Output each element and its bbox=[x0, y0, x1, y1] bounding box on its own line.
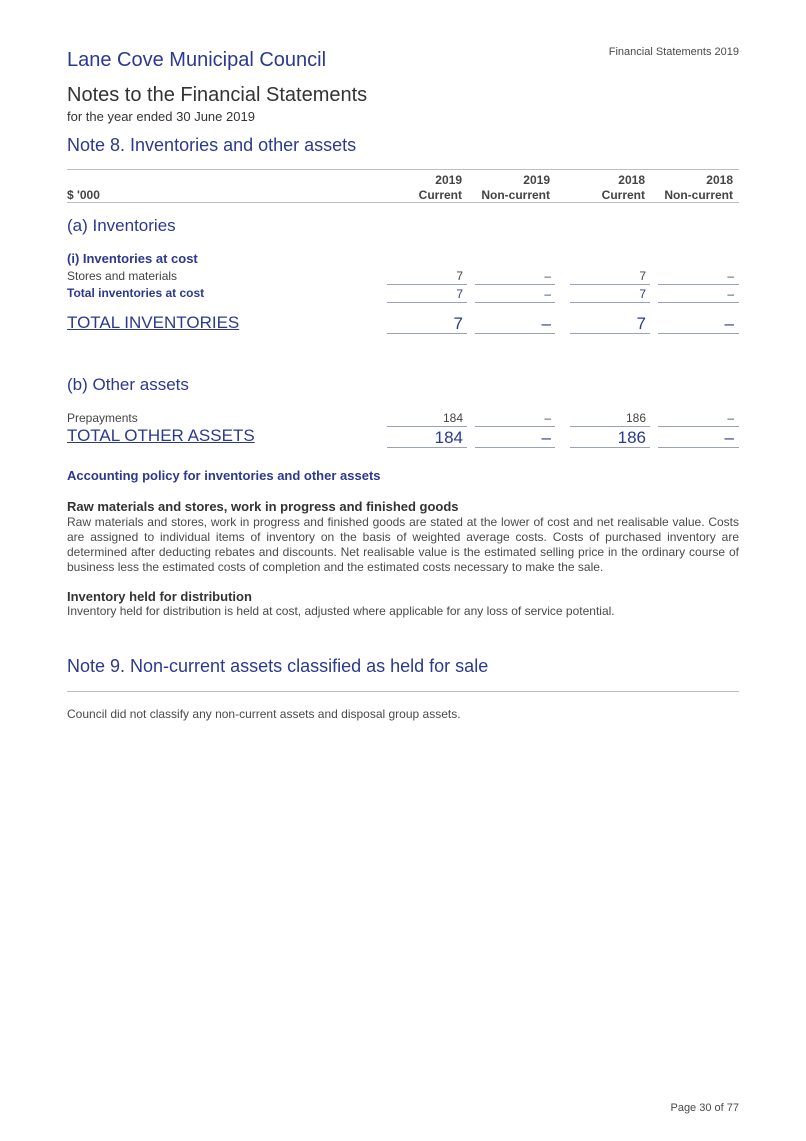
cell-underline bbox=[658, 302, 739, 303]
divider bbox=[67, 691, 739, 692]
cell-underline bbox=[475, 447, 555, 448]
col-year: 2019 bbox=[435, 173, 462, 187]
cell: 7 bbox=[636, 314, 646, 333]
col-header-2018-current bbox=[563, 173, 645, 203]
col-type: Current bbox=[418, 188, 462, 202]
cell-underline bbox=[475, 284, 555, 285]
cell: – bbox=[727, 411, 734, 425]
cell: 184 bbox=[434, 428, 463, 447]
cell-underline bbox=[570, 447, 650, 448]
note8-title: Note 8. Inventories and other assets bbox=[67, 135, 357, 155]
total-inventories-label: TOTAL INVENTORIES bbox=[67, 313, 240, 332]
row-label-prepayments: Prepayments bbox=[67, 411, 138, 425]
cell: 7 bbox=[453, 314, 463, 333]
col-year: 2019 bbox=[523, 173, 550, 187]
page-number: Page 30 of 77 bbox=[670, 1102, 739, 1114]
cell: 184 bbox=[442, 411, 463, 425]
cell-underline bbox=[570, 426, 650, 427]
cell: – bbox=[727, 287, 734, 301]
cell-underline bbox=[570, 333, 650, 334]
cell: – bbox=[724, 314, 734, 333]
header-divider bbox=[67, 202, 739, 203]
cell-underline bbox=[387, 426, 467, 427]
col-type: Current bbox=[601, 188, 645, 202]
cell: – bbox=[544, 287, 551, 301]
cell-underline bbox=[475, 426, 555, 427]
raw-materials-heading: Raw materials and stores, work in progress and finished goods bbox=[67, 499, 459, 514]
cell-underline bbox=[475, 302, 555, 303]
distribution-heading: Inventory held for distribution bbox=[67, 589, 252, 604]
cell-underline bbox=[658, 426, 739, 427]
page-title: Notes to the Financial Statements bbox=[67, 84, 368, 106]
cell: 186 bbox=[617, 428, 646, 447]
col-year: 2018 bbox=[618, 173, 645, 187]
cell: – bbox=[544, 411, 551, 425]
cell-underline bbox=[570, 302, 650, 303]
col-header-2019-current bbox=[380, 173, 462, 203]
section-b-heading: (b) Other assets bbox=[67, 375, 189, 394]
cell-underline bbox=[658, 284, 739, 285]
note9-title: Note 9. Non-current assets classified as held for sale bbox=[67, 656, 489, 676]
cell-underline bbox=[658, 447, 739, 448]
cell-underline bbox=[570, 284, 650, 285]
distribution-text: Inventory held for distribution is held at cost, adjusted where applicable for any loss of service potential. bbox=[67, 604, 615, 618]
cell: 7 bbox=[639, 287, 646, 301]
cell-underline bbox=[387, 284, 467, 285]
subsection-heading: (i) Inventories at cost bbox=[67, 251, 198, 266]
cell-underline bbox=[387, 333, 467, 334]
cell: – bbox=[541, 314, 551, 333]
cell: – bbox=[727, 269, 734, 283]
divider bbox=[67, 169, 739, 170]
col-type: Non-current bbox=[664, 188, 733, 202]
col-header-2018-noncurrent bbox=[651, 173, 733, 203]
cell: – bbox=[724, 428, 734, 447]
total-other-assets-label: TOTAL OTHER ASSETS bbox=[67, 426, 255, 445]
cell: 7 bbox=[639, 269, 646, 283]
cell: – bbox=[541, 428, 551, 447]
cell: – bbox=[544, 269, 551, 283]
cell-underline bbox=[387, 447, 467, 448]
col-year: 2018 bbox=[706, 173, 733, 187]
note9-text: Council did not classify any non-current assets and disposal group assets. bbox=[67, 707, 461, 721]
cell: 186 bbox=[625, 411, 646, 425]
page-subtitle: for the year ended 30 June 2019 bbox=[67, 109, 255, 124]
col-header-2019-noncurrent bbox=[468, 173, 550, 203]
cell-underline bbox=[387, 302, 467, 303]
row-label-stores: Stores and materials bbox=[67, 269, 178, 283]
policy-heading: Accounting policy for inventories and other assets bbox=[67, 468, 381, 483]
cell: 7 bbox=[456, 269, 463, 283]
col-type: Non-current bbox=[481, 188, 550, 202]
cell: 7 bbox=[456, 287, 463, 301]
row-label-total-cost: Total inventories at cost bbox=[67, 286, 205, 300]
section-a-heading: (a) Inventories bbox=[67, 216, 176, 235]
cell-underline bbox=[475, 333, 555, 334]
cell-underline bbox=[658, 333, 739, 334]
document-label: Financial Statements 2019 bbox=[608, 46, 739, 58]
unit-label: $ '000 bbox=[67, 188, 100, 202]
raw-materials-text: Raw materials and stores, work in progress and finished goods are stated at the lower of cost and net realisable value. Costs are assigned to individual items of inventory on the basis of weighted average costs. Costs of purchased inventory are determined after deducting rebates and discounts. Net realisable value is the estimated selling price in the ordinary course of business less the estimated costs of completion and the estimated costs necessary to make the sale. bbox=[67, 515, 739, 574]
council-name: Lane Cove Municipal Council bbox=[67, 49, 327, 71]
